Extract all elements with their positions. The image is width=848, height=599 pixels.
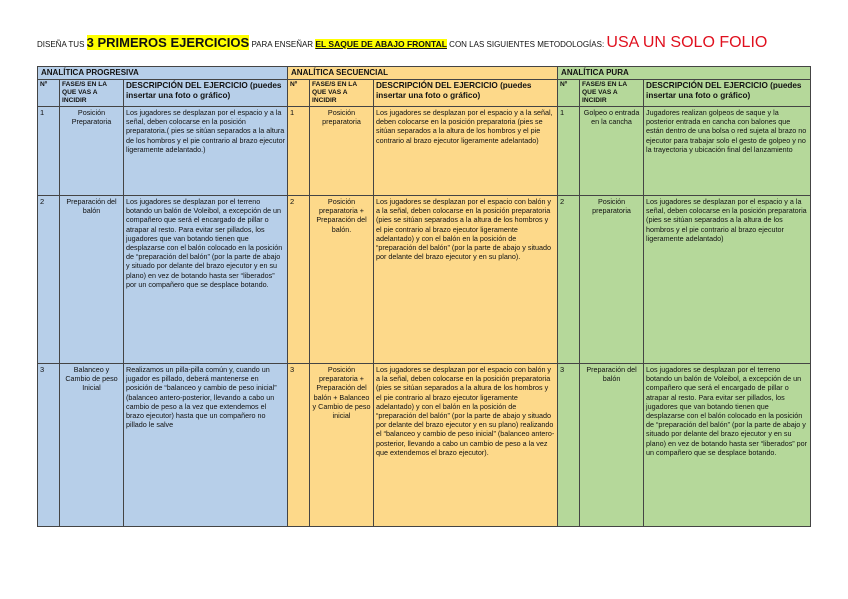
- row-desc: Los jugadores se desplazan por el terreno botando un balón de Voleibol, a excepción de un compañero que será el encargado de pillar o atrapar al resto. Para evitar ser pillados, los jugadores que van botando tienen que desplazarse con el balón colocado en la posición de “preparación del balón” (por la parte de abajo y situado por delante del brazo ejecutor y en su plano) en vez de botando hasta ser “liberados” por un compañero que se desplace botando.: [644, 364, 811, 527]
- row-fase: Golpeo o entrada en la cancha: [580, 107, 644, 196]
- row-number: 3: [558, 364, 580, 527]
- page-title: [37, 34, 837, 54]
- row-number: 1: [288, 107, 310, 196]
- title-prefix: DISEÑA TUS: [37, 40, 85, 49]
- table-row: [38, 364, 811, 527]
- method-header-row: [38, 67, 811, 80]
- row-desc: Los jugadores se desplazan por el espacio y a la señal, deben colocarse en la posición preparatoria.( pies se sitúan separados a la altura de los hombros y el pie contrario al brazo ejecutor ligeramente adelantado.): [124, 107, 288, 196]
- header-num: Nº: [558, 80, 580, 107]
- header-desc: DESCRIPCIÓN DEL EJERCICIO (puedes insertar una foto o gráfico): [374, 80, 558, 107]
- row-number: 3: [288, 364, 310, 527]
- row-number: 2: [288, 196, 310, 364]
- header-fase: FASE/S EN LA QUE VAS A INCIDIR: [310, 80, 374, 107]
- row-fase: Posición preparatoria: [310, 107, 374, 196]
- header-num: Nº: [38, 80, 60, 107]
- exercise-table: [37, 66, 811, 527]
- row-desc: Los jugadores se desplazan por el terreno botando un balón de Voleibol, a excepción de un compañero que será el encargado de pillar o atrapar al resto. Para evitar ser pillados, los jugadores que van botando tienen que desplazarse con el balón colocado en la posición de “preparación del balón” (por la parte de abajo y situado por delante del brazo ejecutor y en su plano) en vez de botando hasta ser “liberados” por un compañero que se desplace botando.: [124, 196, 288, 364]
- row-number: 2: [558, 196, 580, 364]
- title-red-note: USA UN SOLO FOLIO: [606, 34, 768, 51]
- header-num: Nº: [288, 80, 310, 107]
- table-row: [38, 196, 811, 364]
- header-desc: DESCRIPCIÓN DEL EJERCICIO (puedes insertar una foto o gráfico): [124, 80, 288, 107]
- row-fase: Posición preparatoria: [580, 196, 644, 364]
- row-number: 1: [38, 107, 60, 196]
- row-number: 3: [38, 364, 60, 527]
- row-desc: Jugadores realizan golpeos de saque y la posterior entrada en cancha con balones que están dentro de una bolsa o red sujeta al brazo no ejecutor para trabajar solo el gesto de golpeo y no la trayectoria y ubicación final del lanzamiento: [644, 107, 811, 196]
- row-fase: Posición Preparatoria: [60, 107, 124, 196]
- title-highlight: 3 PRIMEROS EJERCICIOS: [86, 35, 250, 50]
- method-progresiva: ANALÍTICA PROGRESIVA: [38, 67, 288, 80]
- header-fase: FASE/S EN LA QUE VAS A INCIDIR: [60, 80, 124, 107]
- header-desc: DESCRIPCIÓN DEL EJERCICIO (puedes insertar una foto o gráfico): [644, 80, 811, 107]
- row-desc: Realizamos un pilla-pilla común y, cuando un jugador es pillado, deberá mantenerse en posición de “balanceo y cambio de peso inicial” (balanceo antero-posterior, llevando a cabo un cambio de peso a la vez que extendemos el brazo ejecutor) hasta que un compañero no pillado le salve: [124, 364, 288, 527]
- row-fase: Preparación del balón: [580, 364, 644, 527]
- row-fase: Balanceo y Cambio de peso Inicial: [60, 364, 124, 527]
- method-secuencial: ANALÍTICA SECUENCIAL: [288, 67, 558, 80]
- method-pura: ANALÍTICA PURA: [558, 67, 811, 80]
- row-desc: Los jugadores se desplazan por el espacio con balón y a la señal, deben colocarse en la posición preparatoria (pies se sitúan separados a la altura de los hombros y el pie contrario al brazo ejecutor ligeramente adelantado) y con el balón en la posición de “preparación del balón” (por la parte de abajo y situado por delante del brazo ejecutor y en su plano).: [374, 196, 558, 364]
- header-fase: FASE/S EN LA QUE VAS A INCIDIR: [580, 80, 644, 107]
- row-number: 1: [558, 107, 580, 196]
- title-underlined: EL SAQUE DE ABAJO FRONTAL: [315, 39, 447, 49]
- row-number: 2: [38, 196, 60, 364]
- title-middle: PARA ENSEÑAR: [251, 40, 314, 49]
- row-fase: Posición preparatoria + Preparación del balón + Balanceo y Cambio de peso inicial: [310, 364, 374, 527]
- row-fase: Posición preparatoria + Preparación del balón.: [310, 196, 374, 364]
- row-desc: Los jugadores se desplazan por el espacio con balón y a la señal, deben colocarse en la posición preparatoria (pies se sitúan separados a la altura de los hombros y el pie contrario al brazo ejecutor ligeramente adelantado) y con el balón en la posición de “preparación del balón” (por la parte de abajo y situado por delante del brazo ejecutor y en su plano) realizando el “balanceo y cambio de peso inicial” (balanceo antero-posterior, llevando a cabo un cambio de peso a la vez que extendemos el brazo ejecutor).: [374, 364, 558, 527]
- row-fase: Preparación del balón: [60, 196, 124, 364]
- row-desc: Los jugadores se desplazan por el espacio y a la señal, deben colocarse en la posición preparatoria (pies se sitúan separados a la altura de los hombros y el pie contrario al brazo ejecutor ligeramente adelantado): [374, 107, 558, 196]
- column-header-row: [38, 80, 811, 107]
- title-suffix: CON LAS SIGUIENTES METODOLOGÍAS:: [449, 40, 605, 49]
- row-desc: Los jugadores se desplazan por el espacio y a la señal, deben colocarse en la posición preparatoria (pies se sitúan separados a la altura de los hombros y el pie contrario al brazo ejecutor ligeramente adelantado): [644, 196, 811, 364]
- table-row: [38, 107, 811, 196]
